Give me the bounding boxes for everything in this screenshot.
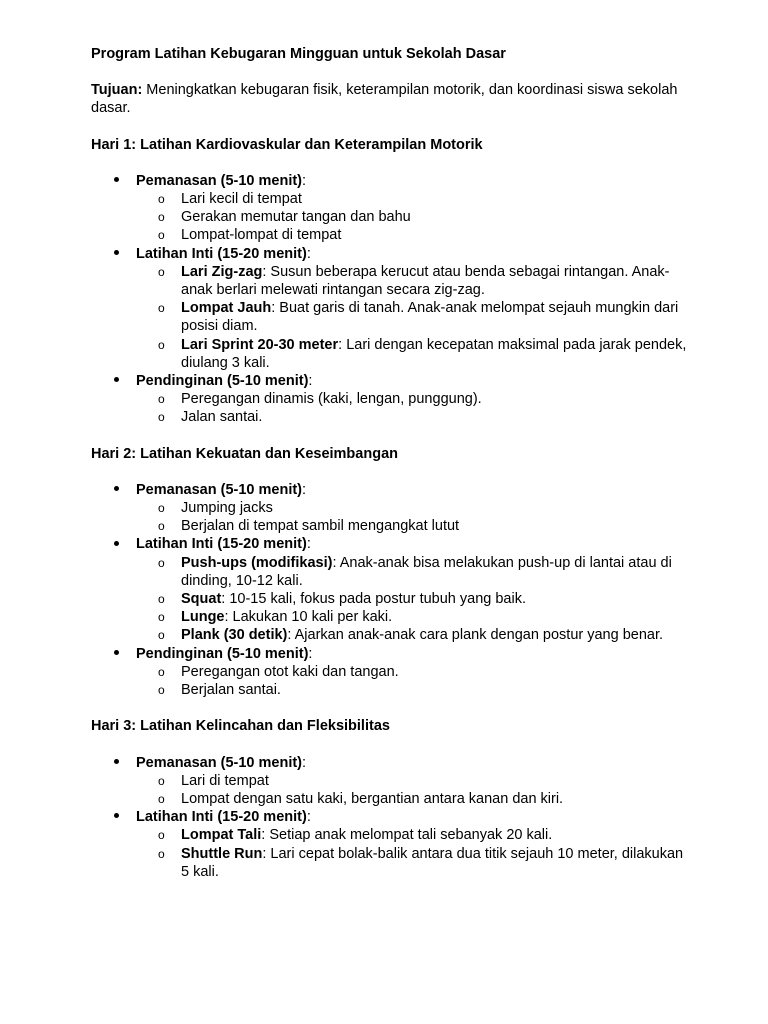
phase-item <box>91 645 691 700</box>
phase-item <box>91 754 691 809</box>
exercise-item <box>136 408 691 426</box>
exercise-text: Gerakan memutar tangan dan bahu <box>181 209 411 226</box>
phase-label: Pendinginan (5-10 menit) <box>136 645 309 662</box>
hollow-bullet-icon: o <box>158 519 165 534</box>
day-heading: Hari 1: Latihan Kardiovaskular dan Keterampilan Motorik <box>91 136 483 153</box>
hollow-bullet-icon: o <box>158 791 165 806</box>
bullet-icon <box>111 535 121 553</box>
exercise-list <box>136 663 691 699</box>
exercise-item <box>136 208 691 226</box>
phase-item <box>91 245 691 372</box>
exercise-item <box>136 608 691 626</box>
exercise-text: Berjalan di tempat sambil mengangkat lutut <box>181 518 460 535</box>
day-heading: Hari 2: Latihan Kekuatan dan Keseimbangan <box>91 445 398 462</box>
exercise-text: Berjalan santai. <box>181 682 281 699</box>
phase-item <box>91 481 691 536</box>
phase-list <box>91 172 691 427</box>
phase-item <box>91 535 691 644</box>
phase-label: Pendinginan (5-10 menit) <box>136 373 309 390</box>
hollow-bullet-icon: o <box>158 210 165 225</box>
phase-label: Pemanasan (5-10 menit) <box>136 481 303 498</box>
hollow-bullet-icon: o <box>158 337 165 352</box>
exercise-text: : Ajarkan anak-anak cara plank dengan postur yang benar. <box>287 627 664 644</box>
goal-label: Tujuan: <box>91 82 143 99</box>
exercise-text: : Setiap anak melompat tali sebanyak 20 kali. <box>261 827 553 844</box>
hollow-bullet-icon: o <box>158 664 165 679</box>
phase-label-suffix: : <box>306 809 311 826</box>
exercise-name: Plank (30 detik) <box>181 627 288 644</box>
exercise-item <box>136 681 691 699</box>
exercise-name: Squat <box>181 591 222 608</box>
exercise-text: Peregangan dinamis (kaki, lengan, punggung). <box>181 391 482 408</box>
exercise-list <box>136 499 691 535</box>
hollow-bullet-icon: o <box>158 846 165 861</box>
hollow-bullet-icon: o <box>158 192 165 207</box>
exercise-list <box>136 772 691 808</box>
bullet-icon <box>111 645 121 663</box>
bullet-icon <box>111 481 121 499</box>
days-container <box>91 136 691 881</box>
day-section <box>91 717 691 881</box>
phase-label: Latihan Inti (15-20 menit) <box>136 245 307 262</box>
exercise-name: Lompat Tali <box>181 827 262 844</box>
exercise-item <box>136 663 691 681</box>
hollow-bullet-icon: o <box>158 410 165 425</box>
exercise-text: Jumping jacks <box>181 500 273 517</box>
document-page <box>91 45 691 899</box>
exercise-item <box>136 772 691 790</box>
exercise-item <box>136 336 691 372</box>
exercise-text: Jalan santai. <box>181 409 263 426</box>
exercise-text: Peregangan otot kaki dan tangan. <box>181 663 399 680</box>
day-heading: Hari 3: Latihan Kelincahan dan Fleksibilitas <box>91 718 390 735</box>
exercise-name: Lari Zig-zag <box>181 263 263 280</box>
phase-item <box>91 372 691 427</box>
phase-label-suffix: : <box>308 373 313 390</box>
goal-text: Meningkatkan kebugaran fisik, keterampilan motorik, dan koordinasi siswa sekolah dasar. <box>91 82 678 117</box>
exercise-item <box>136 626 691 644</box>
exercise-text: : Lari cepat bolak-balik antara dua titik sejauh 10 meter, dilakukan 5 kali. <box>181 845 684 880</box>
hollow-bullet-icon: o <box>158 828 165 843</box>
phase-item <box>91 808 691 881</box>
hollow-bullet-icon: o <box>158 592 165 607</box>
phase-label-suffix: : <box>302 172 307 189</box>
phase-label: Latihan Inti (15-20 menit) <box>136 809 307 826</box>
exercise-item <box>136 790 691 808</box>
hollow-bullet-icon: o <box>158 773 165 788</box>
exercise-text: : Lari dengan kecepatan maksimal pada jarak pendek, diulang 3 kali. <box>181 336 687 371</box>
hollow-bullet-icon: o <box>158 683 165 698</box>
hollow-bullet-icon: o <box>158 555 165 570</box>
bullet-icon <box>111 245 121 263</box>
phase-item <box>91 172 691 245</box>
exercise-item <box>136 499 691 517</box>
exercise-text: : Buat garis di tanah. Anak-anak melompat sejauh mungkin dari posisi diam. <box>181 300 679 335</box>
document-title: Program Latihan Kebugaran Mingguan untuk Sekolah Dasar <box>91 46 506 62</box>
hollow-bullet-icon: o <box>158 264 165 279</box>
exercise-name: Push-ups (modifikasi) <box>181 554 333 571</box>
day-section <box>91 136 691 427</box>
phase-label-suffix: : <box>306 245 311 262</box>
day-section <box>91 445 691 700</box>
phase-label-suffix: : <box>306 536 311 553</box>
hollow-bullet-icon: o <box>158 610 165 625</box>
phase-list <box>91 481 691 699</box>
exercise-item <box>136 226 691 244</box>
exercise-list <box>136 190 691 245</box>
phase-label: Pemanasan (5-10 menit) <box>136 172 303 189</box>
exercise-item <box>136 517 691 535</box>
exercise-item <box>136 299 691 335</box>
exercise-name: Lari Sprint 20-30 meter <box>181 336 339 353</box>
bullet-icon <box>111 808 121 826</box>
exercise-text: Lompat-lompat di tempat <box>181 227 342 244</box>
exercise-text: : Susun beberapa kerucut atau benda sebagai rintangan. Anak-anak berlari melewati rintangan secara zig-zag. <box>181 263 670 299</box>
goal-paragraph <box>91 81 691 117</box>
exercise-text: Lompat dengan satu kaki, bergantian antara kanan dan kiri. <box>181 790 564 807</box>
exercise-list <box>136 390 691 426</box>
exercise-text: : 10-15 kali, fokus pada postur tubuh yang baik. <box>221 591 526 608</box>
exercise-text: Lari kecil di tempat <box>181 191 302 208</box>
exercise-list <box>136 554 691 645</box>
exercise-item <box>136 263 691 299</box>
exercise-list <box>136 826 691 881</box>
phase-label-suffix: : <box>308 645 313 662</box>
exercise-item <box>136 554 691 590</box>
exercise-text: : Anak-anak bisa melakukan push-up di lantai atau di dinding, 10-12 kali. <box>181 554 672 589</box>
hollow-bullet-icon: o <box>158 392 165 407</box>
hollow-bullet-icon: o <box>158 501 165 516</box>
exercise-list <box>136 263 691 372</box>
phase-list <box>91 754 691 881</box>
phase-label-suffix: : <box>302 754 307 771</box>
exercise-name: Lompat Jauh <box>181 300 272 317</box>
phase-label: Pemanasan (5-10 menit) <box>136 754 303 771</box>
exercise-item <box>136 190 691 208</box>
hollow-bullet-icon: o <box>158 301 165 316</box>
exercise-name: Shuttle Run <box>181 845 263 862</box>
exercise-item <box>136 390 691 408</box>
exercise-item <box>136 590 691 608</box>
exercise-text: Lari di tempat <box>181 772 269 789</box>
bullet-icon <box>111 754 121 772</box>
exercise-name: Lunge <box>181 609 225 626</box>
hollow-bullet-icon: o <box>158 628 165 643</box>
exercise-item <box>136 826 691 844</box>
bullet-icon <box>111 372 121 390</box>
phase-label: Latihan Inti (15-20 menit) <box>136 536 307 553</box>
hollow-bullet-icon: o <box>158 228 165 243</box>
exercise-item <box>136 845 691 881</box>
bullet-icon <box>111 172 121 190</box>
exercise-text: : Lakukan 10 kali per kaki. <box>224 609 393 626</box>
phase-label-suffix: : <box>302 481 307 498</box>
